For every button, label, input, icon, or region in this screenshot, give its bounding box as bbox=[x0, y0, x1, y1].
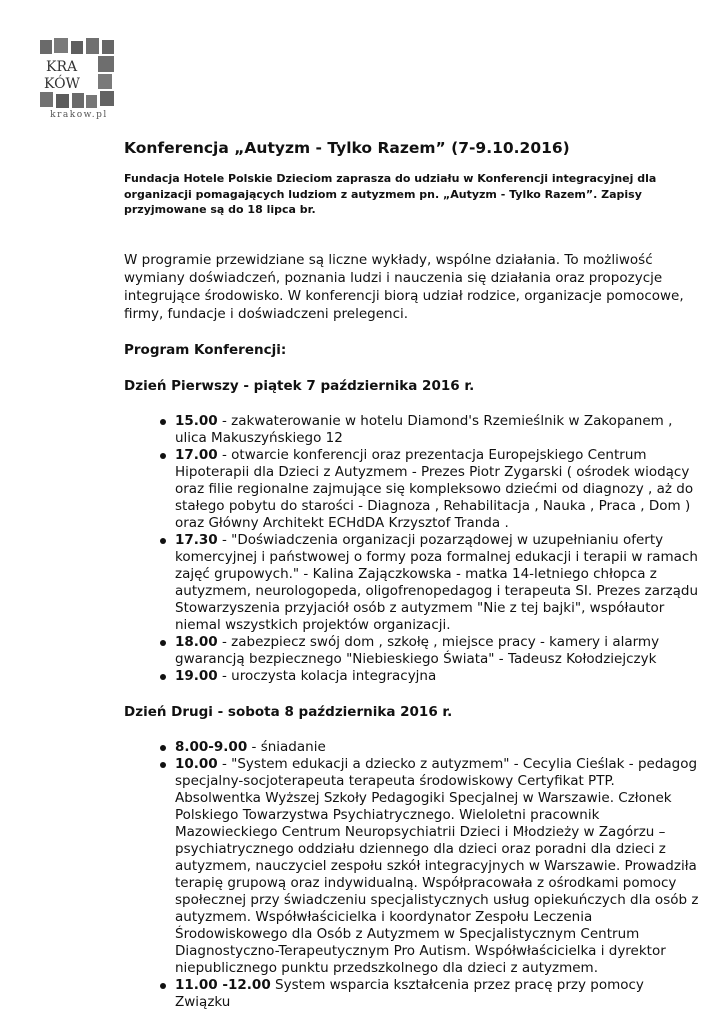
schedule-time: 10.00 bbox=[175, 755, 218, 772]
schedule-item bbox=[175, 634, 702, 668]
schedule-item bbox=[175, 447, 702, 532]
schedule-item bbox=[175, 413, 702, 447]
schedule-time: 17.30 bbox=[175, 531, 218, 548]
schedule-time: 17.00 bbox=[175, 446, 218, 463]
day-2-schedule bbox=[124, 739, 702, 1011]
schedule-text: - zakwaterowanie w hotelu Diamond's Rzemieślnik w Zakopanem , ulica Makuszyńskiego 12 bbox=[175, 412, 673, 446]
page-title: Konferencja „Autyzm - Tylko Razem” (7-9.10.2016) bbox=[124, 139, 570, 157]
logo-caption: krakow.pl bbox=[50, 110, 108, 120]
krakow-logo bbox=[38, 30, 118, 122]
svg-text:KÓW: KÓW bbox=[44, 76, 80, 92]
lead-paragraph: Fundacja Hotele Polskie Dzieciom zaprasza do udziału w Konferencji integracyjnej dla organizacji pomagających ludziom z autyzmem pn. „Autyzm - Tylko Razem”. Zapisy przyjmowane są do 18 lipca br. bbox=[124, 172, 657, 216]
schedule-time: 19.00 bbox=[175, 667, 218, 684]
schedule-item bbox=[175, 532, 702, 634]
schedule-item bbox=[175, 739, 702, 756]
day-2-heading: Dzień Drugi - sobota 8 października 2016 r. bbox=[124, 703, 453, 720]
schedule-time: 11.00 -12.00 bbox=[175, 976, 271, 993]
day-1-heading: Dzień Pierwszy - piątek 7 października 2016 r. bbox=[124, 377, 475, 394]
day-1-schedule bbox=[124, 413, 702, 685]
schedule-text: - otwarcie konferencji oraz prezentacja Europejskiego Centrum Hipoterapii dla Dzieci z Autyzmem - Prezes Piotr Zygarski ( ośrodek wiodący oraz filie regionalne zajmujące się kompleksowo dziećmi od diagnozy , aż do stałego pobytu do starości - Diagnoza , Rehabilitacja , Nauka , Praca , Dom ) oraz Główny Architekt ECHdDA Krzysztof Tranda . bbox=[175, 446, 694, 531]
schedule-item bbox=[175, 977, 702, 1011]
schedule-text: - "System edukacji a dziecko z autyzmem" - Cecylia Cieślak - pedagog specjalny-socjoterapeuta terapeuta środowiskowy Certyfikat PTP. Absolwentka Wyższej Szkoły Pedagogiki Specjalnej w Warszawie. Członek Polskiego Towarzystwa Psychiatrycznego. Wieloletni pracownik Mazowieckiego Centrum Neuropsychiatrii Dzieci i Młodzieży w Zagórzu – psychiatrycznego oddziału dziennego dla dzieci oraz poradni dla dzieci z autyzmem, nauczyciel zespołu szkół integracyjnych w Warszawie. Prowadziła terapię grupową oraz indywidualną. Współpracowała z ośrodkami pomocy społecznej przy świadczeniu specjalistycznych usług opiekuńczych dla osób z autyzmem. Współwłaścicielka i koordynator Zespołu Leczenia Środowiskowego dla Osób z Autyzmem w Specjalistycznym Centrum Diagnostyczno-Terapeutycznym Pro Autism. Współwłaścicielka i dyrektor niepublicznego punktu przedszkolnego dla dzieci z autyzmem. bbox=[175, 755, 699, 976]
document-body bbox=[124, 137, 702, 1011]
schedule-text: - śniadanie bbox=[247, 738, 326, 755]
schedule-item bbox=[175, 756, 702, 977]
schedule-time: 18.00 bbox=[175, 633, 218, 650]
program-heading: Program Konferencji: bbox=[124, 341, 287, 358]
schedule-text: - "Doświadczenia organizacji pozarządowej w uzupełnianiu oferty komercyjnej i państwowej o formy poza formalnej edukacji i terapii w ramach zajęć grupowych." - Kalina Zajączkowska - matka 14-letniego chłopca z autyzmem, neurologopeda, oligofrenopedagog i terapeuta SI. Prezes zarządu Stowarzyszenia przyjaciół osób z autyzmem "Nie z tej bajki", współautor niemal wszystkich projektów organizacji. bbox=[175, 531, 699, 633]
schedule-text: - zabezpiecz swój dom , szkołę , miejsce pracy - kamery i alarmy gwarancją bezpiecznego "Niebieskiego Świata" - Tadeusz Kołodziejczyk bbox=[175, 633, 660, 667]
intro-paragraph: W programie przewidziane są liczne wykłady, wspólne działania. To możliwość wymiany doświadczeń, poznania ludzi i nauczenia się działania oraz propozycje integrujące środowisko. W konferencji biorą udział rodzice, organizacje pomocowe, firmy, fundacje i doświadczeni prelegenci. bbox=[124, 251, 684, 322]
schedule-item bbox=[175, 668, 702, 685]
svg-text:KRA: KRA bbox=[46, 59, 78, 75]
schedule-text: - uroczysta kolacja integracyjna bbox=[217, 667, 437, 684]
schedule-text: System wsparcia kształcenia przez pracę przy pomocy Związku bbox=[175, 976, 644, 1010]
schedule-time: 15.00 bbox=[175, 412, 218, 429]
schedule-time: 8.00-9.00 bbox=[175, 738, 248, 755]
